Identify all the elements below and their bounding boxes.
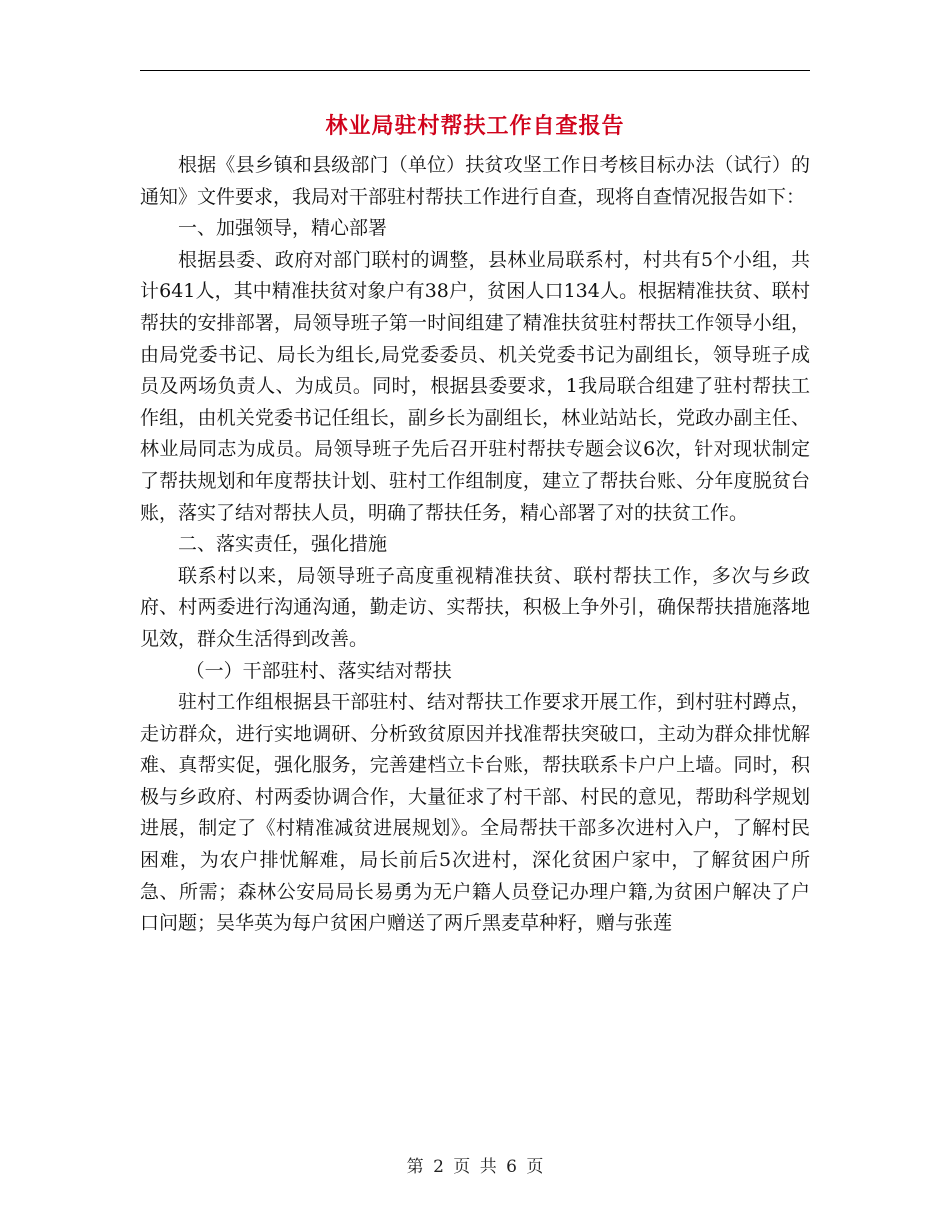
- section-heading-2: 二、落实责任，强化措施: [178, 533, 388, 556]
- document-body: [140, 150, 810, 940]
- body-paragraph: 根据县委、政府对部门联村的调整，县林业局联系村，村共有5个小组，共计641人，其中精准扶贫对象户有38户，贫困人口134人。根据精准扶贫、联村帮扶的安排部署，局领导班子第一时间组建了精准扶贫驻村帮扶工作领导小组，由局党委书记、局长为组长,局党委委员、机关党委书记为副组长，领导班子成员及两场负责人、为成员。同时，根据县委要求，1我局联合组建了驻村帮扶工作组，由机关党委书记任组长，副乡长为副组长，林业站站长，党政办副主任、林业局同志为成员。局领导班子先后召开驻村帮扶专题会议6次，针对现状制定了帮扶规划和年度帮扶计划、驻村工作组制度，建立了帮扶台账、分年度脱贫台账，落实了结对帮扶人员，明确了帮扶任务，精心部署了对的扶贫工作。: [140, 248, 810, 524]
- document-title: 林业局驻村帮扶工作自查报告: [325, 113, 625, 139]
- header-rule: [140, 70, 810, 71]
- subsection-heading-1: （一）干部驻村、落实结对帮扶: [185, 659, 452, 682]
- section-heading-1: 一、加强领导，精心部署: [178, 217, 388, 240]
- page-number: 第 2 页 共 6 页: [406, 1157, 544, 1177]
- body-paragraph: 联系村以来，局领导班子高度重视精准扶贫、联村帮扶工作，多次与乡政府、村两委进行沟通沟通，勤走访、实帮扶，积极上争外引，确保帮扶措施落地见效，群众生活得到改善。: [140, 564, 810, 650]
- intro-paragraph: 根据《县乡镇和县级部门（单位）扶贫攻坚工作日考核目标办法（试行）的通知》文件要求，我局对干部驻村帮扶工作进行自查，现将自查情况报告如下：: [140, 154, 810, 208]
- body-paragraph: 驻村工作组根据县干部驻村、结对帮扶工作要求开展工作，到村驻村蹲点，走访群众，进行实地调研、分析致贫原因并找准帮扶突破口，主动为群众排忧解难、真帮实促，强化服务，完善建档立卡台账，帮扶联系卡户户上墙。同时，积极与乡政府、村两委协调合作，大量征求了村干部、村民的意见，帮助科学规划进展，制定了《村精准减贫进展规划》。全局帮扶干部多次进村入户，了解村民困难，为农户排忧解难，局长前后5次进村，深化贫困户家中，了解贫困户所急、所需；森林公安局局长易勇为无户籍人员登记办理户籍,为贫困户解决了户口问题；吴华英为每户贫困户赠送了两斤黑麦草种籽，赠与张莲: [140, 691, 810, 935]
